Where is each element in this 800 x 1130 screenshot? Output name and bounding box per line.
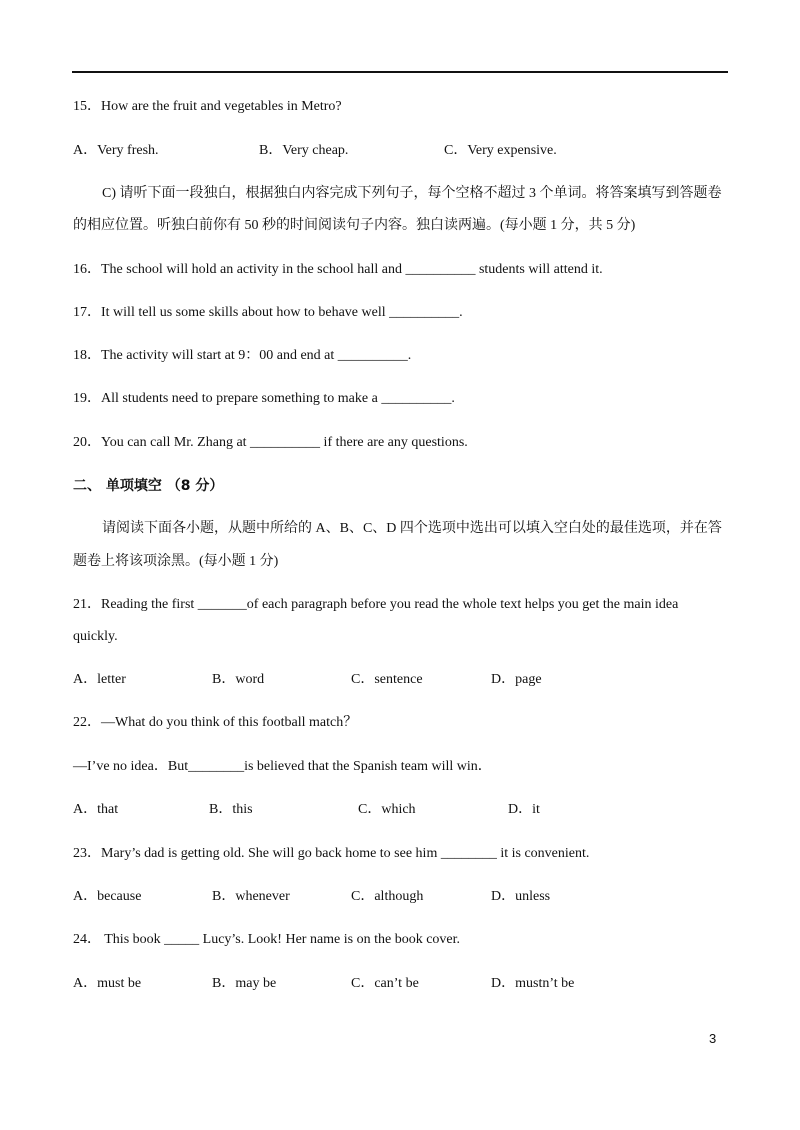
q24-option-a: A．must be bbox=[73, 976, 142, 991]
question-22-stem-line1: 22．—What do you think of this football match？ bbox=[73, 715, 358, 730]
page-number: 3 bbox=[709, 1031, 717, 1046]
q15-option-b: B．Very cheap. bbox=[259, 143, 349, 158]
question-20: 20．You can call Mr. Zhang at __________ if there are any questions. bbox=[73, 435, 468, 450]
q21-option-c: C．sentence bbox=[351, 672, 423, 687]
q23-option-b: B．whenever bbox=[212, 889, 290, 904]
question-18: 18．The activity will start at 9：00 and end at __________. bbox=[73, 348, 412, 363]
question-21-stem-line2: quickly. bbox=[73, 629, 118, 644]
q22-option-d: D．it bbox=[508, 802, 540, 817]
q21-option-d: D．page bbox=[491, 672, 542, 687]
q22-option-c: C．which bbox=[358, 802, 416, 817]
q15-option-a: A．Very fresh. bbox=[73, 143, 159, 158]
q24-option-d: D．mustn’t be bbox=[491, 976, 575, 991]
question-24-stem: 24． This book _____ Lucy’s. Look! Her name is on the book cover. bbox=[73, 932, 461, 947]
question-21-stem-line1: 21．Reading the first _______of each paragraph before you read the whole text helps you get the main idea bbox=[73, 597, 679, 612]
section-2-instructions-line1: 请阅读下面各小题，从题中所给的 A、B、C、D 四个选项中选出可以填入空白处的最佳选项，并在答 bbox=[102, 521, 722, 536]
part-c-instructions-line1: C) 请听下面一段独白，根据独白内容完成下列句子，每个空格不超过 3 个单词。将答案填写到答题卷 bbox=[102, 186, 722, 201]
q23-option-d: D．unless bbox=[491, 889, 551, 904]
q15-option-c: C．Very expensive. bbox=[444, 143, 557, 158]
q23-option-a: A．because bbox=[73, 889, 142, 904]
question-15-stem: 15．How are the fruit and vegetables in Metro? bbox=[73, 99, 342, 114]
q21-option-a: A．letter bbox=[73, 672, 126, 687]
q22-option-a: A．that bbox=[73, 802, 119, 817]
question-23-stem: 23．Mary’s dad is getting old. She will go back home to see him ________ it is convenient. bbox=[73, 846, 590, 861]
part-c-instructions-line2: 的相应位置。听独白前你有 50 秒的时间阅读句子内容。独白读两遍。(每小题 1 分，共 5 分) bbox=[73, 218, 636, 233]
header-rule bbox=[72, 71, 728, 73]
section-2-title: 二、 单项填空 （8 分） bbox=[73, 478, 224, 494]
question-19: 19．All students need to prepare something to make a __________. bbox=[73, 391, 455, 406]
q24-option-b: B．may be bbox=[212, 976, 277, 991]
q22-option-b: B．this bbox=[209, 802, 253, 817]
question-17: 17．It will tell us some skills about how to behave well __________. bbox=[73, 305, 463, 320]
question-22-stem-line2: —I’ve no idea．But________is believed that the Spanish team will win． bbox=[73, 759, 492, 774]
question-16: 16．The school will hold an activity in the school hall and __________ students will attend it. bbox=[73, 262, 603, 277]
q24-option-c: C．can’t be bbox=[351, 976, 419, 991]
q21-option-b: B．word bbox=[212, 672, 265, 687]
q23-option-c: C．although bbox=[351, 889, 424, 904]
section-2-instructions-line2: 题卷上将该项涂黑。(每小题 1 分) bbox=[73, 554, 279, 569]
